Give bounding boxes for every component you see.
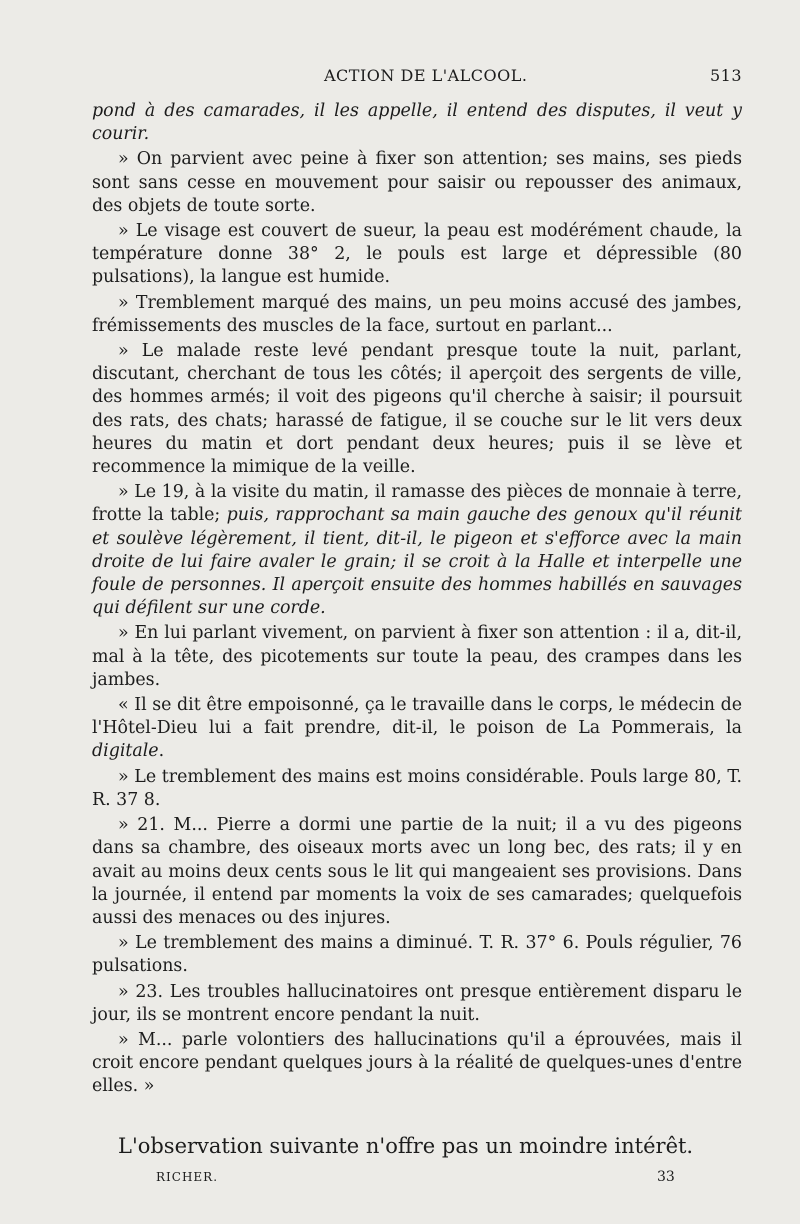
paragraph	[92, 100, 742, 146]
italic-text: puis, rapprochant sa main gauche des genoux qu'il réunit et soulève légèrement, il tient, dit-il, le pigeon et s'efforce avec la main droite de lui faire avaler le grain; il se croit à la Halle et interpelle une foule de personnes. Il aperçoit ensuite des hommes habillés en sauvages qui défilent sur une corde.	[92, 505, 742, 619]
text-segment: » Le tremblement des mains est moins considérable. Pouls large 80, T. R. 37 8.	[92, 766, 742, 810]
body-text	[92, 100, 742, 1101]
text-segment: » 21. M... Pierre a dormi une partie de la nuit; il a vu des pigeons dans sa chambre, des oiseaux morts avec un long bec, des rats; il y en avait au moins deux cents sous le lit qui mangeaient ses provisions. Dans la journée, il entend par moments la voix de ses camarades; quelquefois aussi des menaces ou des injures.	[92, 815, 742, 928]
paragraph	[92, 1029, 742, 1099]
paragraph	[92, 148, 742, 218]
paragraph	[92, 766, 742, 812]
paragraph	[92, 981, 742, 1027]
text-segment: » Tremblement marqué des mains, un peu moins accusé des jambes, frémissements des muscles de la face, surtout en parlant...	[92, 292, 742, 336]
text-segment: .	[158, 741, 165, 762]
paragraph	[92, 481, 742, 620]
signature-mark: 33	[657, 1169, 675, 1185]
text-segment: » 23. Les troubles hallucinatoires ont presque entièrement disparu le jour, ils se montrent encore pendant la nuit.	[92, 981, 742, 1025]
running-title: ACTION DE L'ALCOOL.	[324, 66, 528, 85]
text-segment: » On parvient avec peine à fixer son attention; ses mains, ses pieds sont sans cesse en mouvement pour saisir ou repousser des animaux, des objets de toute sorte.	[92, 149, 742, 216]
text-segment: » Le tremblement des mains a diminué. T. R. 37° 6. Pouls régulier, 76 pulsations.	[92, 933, 742, 977]
closing-line: L'observation suivante n'offre pas un moindre intérêt.	[118, 1134, 694, 1158]
paragraph	[92, 622, 742, 692]
text-segment: » M... parle volontiers des hallucinations qu'il a éprouvées, mais il croit encore pendant quelques jours à la réalité de quelques-unes d'entre elles. »	[92, 1029, 742, 1097]
running-header	[92, 64, 742, 92]
text-segment: « Il se dit être empoisonné, ça le travaille dans le corps, le médecin de l'Hôtel-Dieu lui a fait prendre, dit-il, le poison de La Pommerais, la	[92, 695, 742, 739]
italic-text: digitale	[92, 741, 159, 762]
paragraph	[92, 814, 742, 930]
text-segment: » Le 19, à la visite du matin, il ramasse des pièces de monnaie à terre, frotte la table;	[92, 482, 742, 526]
paragraph	[92, 932, 742, 978]
paragraph	[92, 340, 742, 479]
text-segment: » En lui parlant vivement, on parvient à fixer son attention : il a, dit-il, mal à la tête, des picotements sur toute la peau, des crampes dans les jambes.	[92, 623, 742, 690]
italic-text: pond à des camarades, il les appelle, il entend des disputes, il veut y courir.	[92, 101, 742, 145]
text-segment: » Le malade reste levé pendant presque toute la nuit, parlant, discutant, cherchant de tous les côtés; il aperçoit des sergents de ville, des hommes armés; il voit des pigeons qu'il cherche à saisir; il poursuit des rats, des chats; harassé de fatigue, il se couche sur le lit vers deux heures du matin et dort pendant deux heures; puis il se lève et recommence la mimique de la veille.	[92, 341, 742, 478]
paragraph	[92, 220, 742, 290]
text-segment: » Le visage est couvert de sueur, la peau est modérément chaude, la température donne 38° 2, le pouls est large et dépressible (80 pulsations), la langue est humide.	[92, 221, 742, 288]
page-number: 513	[709, 66, 742, 85]
footer-author: RICHER.	[156, 1170, 219, 1184]
paragraph	[92, 292, 742, 338]
paragraph	[92, 694, 742, 764]
